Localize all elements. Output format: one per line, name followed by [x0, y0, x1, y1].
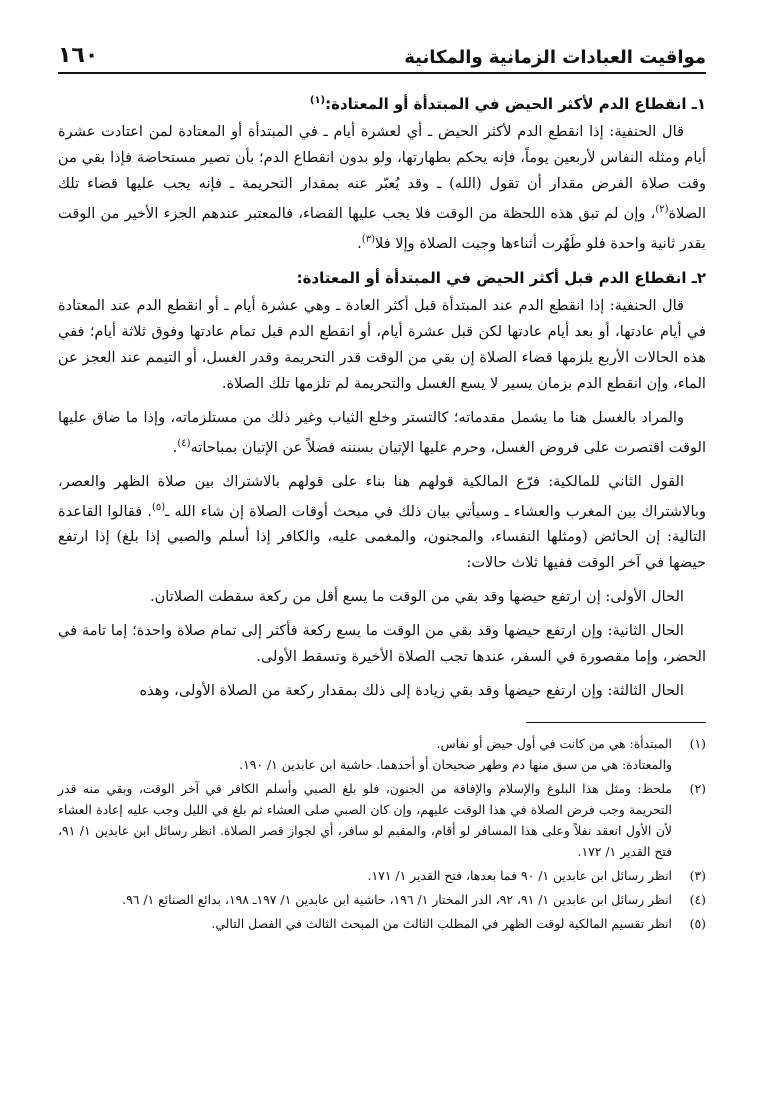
paragraph: الحال الأولى: إن ارتفع حيضها وقد بقي من الوقت ما يسع أقل من ركعة سقطت الصلاتان. [149, 588, 684, 606]
footnote-number: (٣) [689, 868, 706, 884]
footnote-ref: (٥) [151, 501, 166, 513]
footnote-divider [526, 722, 706, 723]
footnote-text: ملحظ: ومثل هذا البلوغ والإسلام والإفاقة من الجنون، فلو بلغ الصبي وأسلم الكافر في آخر الوقت، وبقي منه قدر التحريمة وجب فرض الصلاة في هذا الوقت عليهم، وإن كان الصبي صلى العشاء ثم بلغ في الليل وجب عليه إعادة العشاء لأن الأول انعقد نفلاً وعلى هذا المسافر لو أقام، والمقيم لو سافر، أي لجواز قصر الصلاة. انظر رسائل ابن عابدين ١/ ٩١، فتح القدير ١/ ١٧٢. [58, 781, 672, 860]
footnote [58, 733, 706, 775]
footnote-text: انظر رسائل ابن عابدين ١/ ٩٠ فما بعدها، فتح القدير ١/ ١٧١. [367, 868, 672, 884]
footnote [58, 778, 706, 862]
page [58, 38, 706, 937]
paragraph: قال الحنفية: إذا انقطع الدم عند المبتدأة قبل أكثر العادة ـ وهي عشرة أيام ـ أو انقطع الدم عند المعتادة في أيام عادتها، أو بعد أيام عادتها لكن قبل عشرة أيام، أو انقطع الدم قبل تمام عادتها وفوق ثلاثة أيام؛ ففي هذه الحالات الأربع يلزمها قضاء الصلاة إن بقي من الوقت قدر التحريمة وقدر الغسل، أو التيمم عند العجز عن الماء، وإن انقطع الدم بزمان يسير لا يسع الغسل والتحريمة لم تلزمها تلك الصلاة. [58, 296, 707, 392]
footnote-text: المبتدأة: هي من كانت في أول حيض أو نفاس. [436, 736, 672, 752]
footnotes [58, 733, 706, 934]
footnote-ref: (١) [309, 95, 326, 106]
section-heading: ٢ـ انقطاع الدم قبل أكثر الحيض في المبتدأة أو المعتادة: [296, 268, 706, 287]
footnote [58, 865, 706, 886]
footnote [58, 889, 706, 910]
footnote-text: انظر تقسيم المالكية لوقت الظهر في المطلب الثالث من المبحث الثالث في الفصل التالي. [211, 916, 672, 932]
running-title: مواقيت العبادات الزمانية والمكانية [404, 47, 706, 68]
paragraph: والمراد بالغسل هنا ما يشمل مقدماته؛ كالتستر وخلع الثياب وغير ذلك من مستلزماته، وإذا ما ضاق عليها الوقت اقتصرت على فروض الغسل، وحرم عليها الإتيان بسننه فضلاً عن الإتيان بمباحاته$^{(٤)}$. [58, 408, 706, 456]
paragraph: الحال الثانية: وإن ارتفع حيضها وقد بقي من الوقت ما يسع ركعة فأكثر إلى تمام صلاة واحدة؛ إما تامة في الحضر، وإما مقصورة في السفر، عندها تجب الصلاة الأخيرة وتسقط الأولى. [58, 622, 706, 666]
footnote-number: (١) [689, 736, 706, 752]
footnote-ref: (٣) [361, 233, 375, 245]
main-text [58, 88, 706, 704]
footnote [58, 913, 706, 934]
section-heading: ١ـ انقطاع الدم لأكثر الحيض في المبتدأة أو المعتادة:$^{(١)}$ [309, 95, 706, 113]
paragraph: القول الثاني للمالكية: فرّع المالكية قولهم هنا بناء على قولهم بالاشتراك بين صلاة الظهر والعصر، وبالاشتراك بين المغرب والعشاء ـ وسيأتي بيان ذلك في مبحث أوقات الصلاة إن شاء الله ـ$^{(٥)}$. فقالوا القاعدة التالية: إن الحائض (ومثلها النفساء، والمجنون، والمغمى عليه، والكافر إذا أسلم والصبي إذا بلغ) إذا ارتفع حيضها في آخر الوقت ففيها ثلاث حالات: [58, 472, 707, 572]
footnote-ref: (٤) [177, 437, 191, 449]
footnote-text: انظر رسائل ابن عابدين ١/ ٩١، ٩٢، الدر المختار ١/ ١٩٦، حاشية ابن عابدين ١/ ١٩٧ـ ١٩٨، بدائع الصنائع ١/ ٩٦. [122, 892, 672, 908]
footnote-number: (٥) [689, 916, 706, 932]
paragraph: الحال الثالثة: وإن ارتفع حيضها وقد بقي زيادة إلى ذلك بمقدار ركعة من الصلاة الأولى، وهذه [139, 682, 684, 700]
footnote-number: (٤) [689, 892, 706, 908]
footnote-text: والمعتادة: هي من سبق منها دم وطهر صحيحان أو أحدهما. حاشية ابن عابدين ١/ ١٩٠. [239, 757, 672, 773]
page-number: ١٦٠ [58, 43, 99, 68]
paragraph: قال الحنفية: إذا انقطع الدم لأكثر الحيض ـ أي لعشرة أيام ـ في المبتدأة أو المعتادة لمن اعتادت عشرة أيام ومثله النفاس لأربعين يوماً، فإنه يحكم بطهارتها، ولو بدون انقطاع الدم؛ بأن تصير مستحاضة فإذا بقي من وقت صلاة الفرض مقدار أن تقول (الله) ـ وقد يُعبّر عنه بمقدار التحريمة ـ فإنه يجب عليها قضاء تلك الصلاة$^{(٢)}$، وإن لم تبق هذه اللحظة من الوقت فلا يجب عليها القضاء، فالمعتبر عندهم الجزء الأخير من الوقت بقدر ثانية واحدة فلو طَهُرت أثناءها وجبت الصلاة وإلا فلا$^{(٣)}$. [58, 123, 706, 252]
page-header [58, 38, 706, 74]
footnote-ref: (٢) [655, 204, 669, 215]
footnote-number: (٢) [689, 781, 706, 797]
